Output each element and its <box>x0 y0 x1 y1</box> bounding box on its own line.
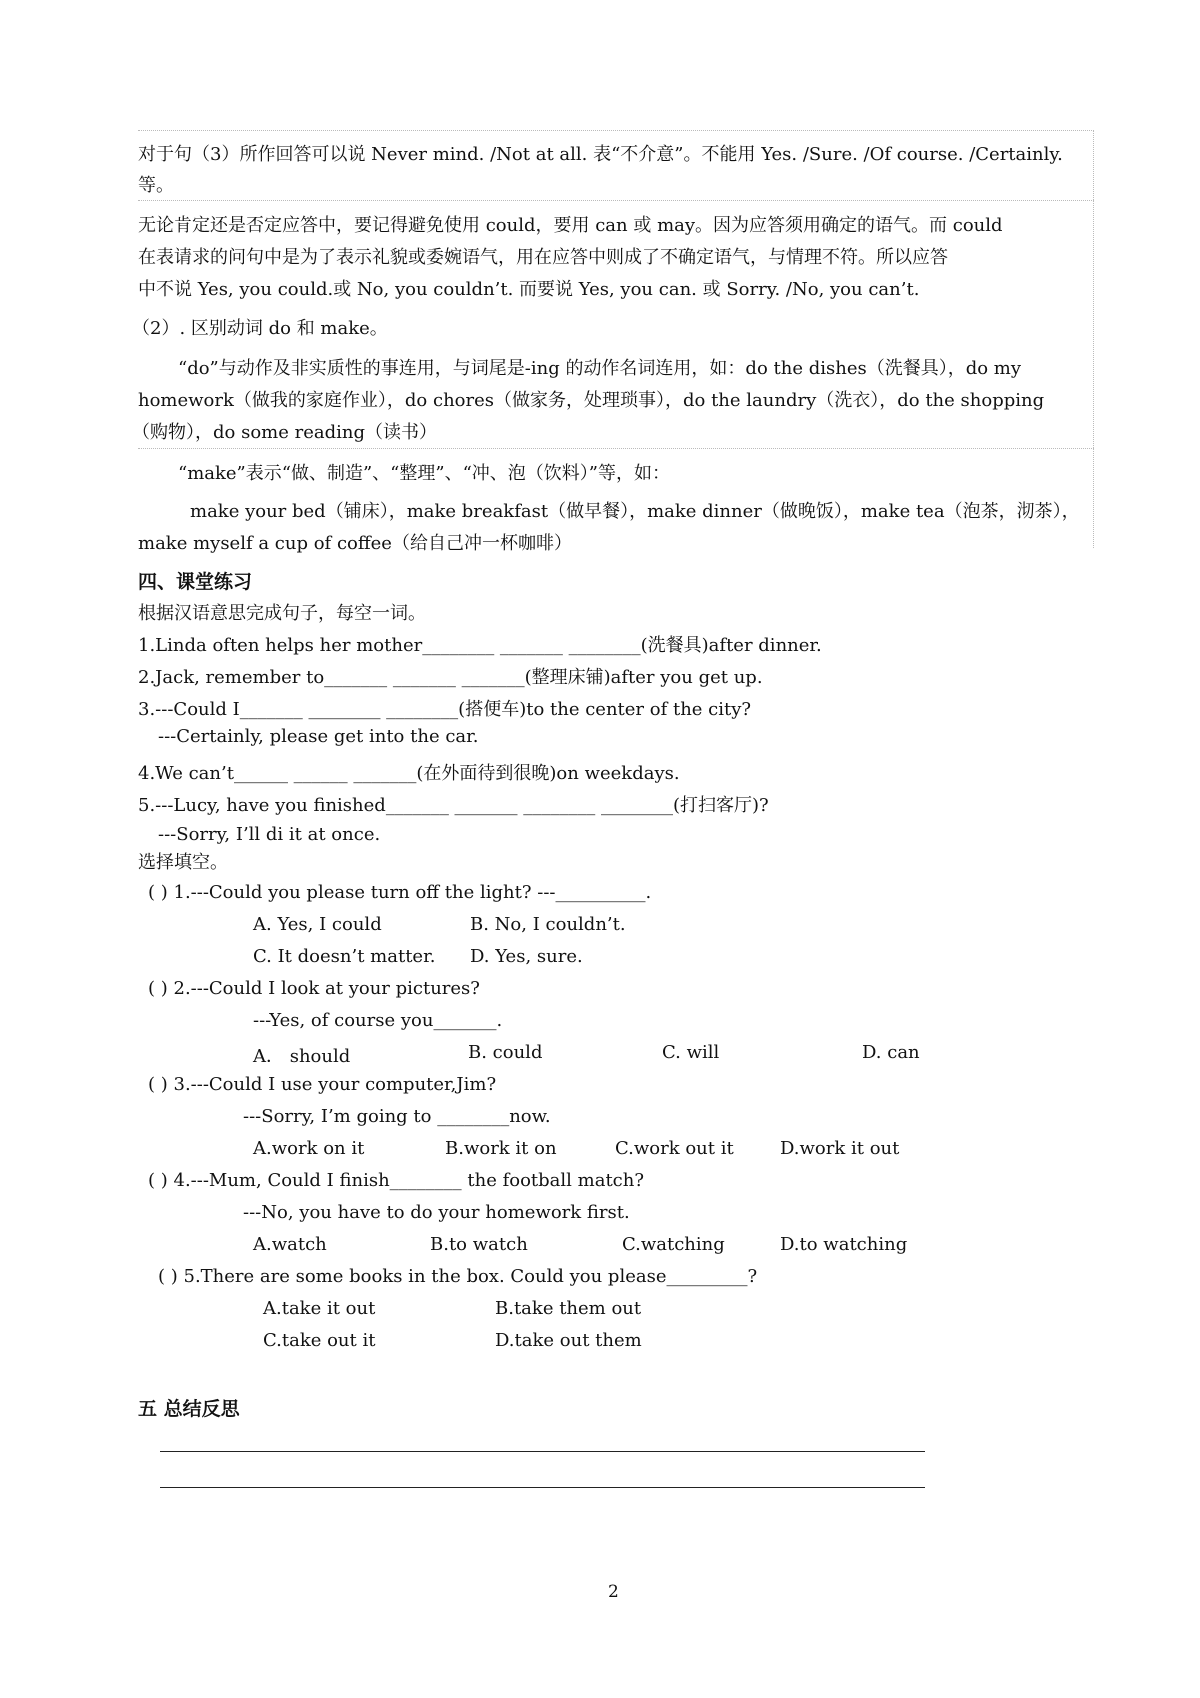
fill-item: 5.---Lucy, have you finished_______ _______ ________ ________(打扫客厅)? <box>138 795 769 816</box>
mc-question: ( ) 2.---Could I look at your pictures? <box>148 978 480 999</box>
dotted-rule <box>138 130 1094 131</box>
note-line: “do”与动作及非实质性的事连用，与词尾是-ing 的动作名词连用，如：do the dishes（洗餐具），do my <box>178 358 1022 379</box>
mc-option: B.work it on <box>445 1138 557 1159</box>
mc-option: D.work it out <box>780 1138 900 1159</box>
mc-option: A.work on it <box>253 1138 365 1159</box>
section-heading: 四、课堂练习 <box>138 571 253 593</box>
page-number: 2 <box>608 1582 619 1602</box>
mc-question-sub: ---Sorry, I’m going to ________now. <box>243 1106 551 1127</box>
mc-option: B. No, I couldn’t. <box>470 914 626 935</box>
mc-option: C. will <box>662 1042 720 1063</box>
note-line: 在表请求的问句中是为了表示礼貌或委婉语气，用在应答中则成了不确定语气，与情理不符。所以应答 <box>138 247 948 268</box>
mc-question: ( ) 4.---Mum, Could I finish________ the football match? <box>148 1170 645 1191</box>
dotted-rule <box>138 200 1094 201</box>
note-line: make your bed（铺床），make breakfast（做早餐），make dinner（做晚饭），make tea（泡茶，沏茶）， <box>190 501 1080 522</box>
subsection-title: （2）. 区别动词 do 和 make。 <box>132 318 388 339</box>
mc-option: A.take it out <box>263 1298 376 1319</box>
mc-option: A.watch <box>253 1234 327 1255</box>
mc-question: ( ) 1.---Could you please turn off the light? ---__________. <box>148 882 652 903</box>
fill-item: 4.We can’t______ ______ _______(在外面待到很晚)on weekdays. <box>138 763 680 784</box>
mc-option: D. can <box>862 1042 920 1063</box>
dotted-rule <box>138 448 1094 449</box>
mc-option: B.to watch <box>430 1234 528 1255</box>
note-line: 对于句（3）所作回答可以说 Never mind. /Not at all. 表“不介意”。不能用 Yes. /Sure. /Of course. /Certainly. <box>138 144 1063 165</box>
fill-item-reply: ---Certainly, please get into the car. <box>158 726 479 747</box>
mc-question-sub: ---No, you have to do your homework first. <box>243 1202 630 1223</box>
note-line: 等。 <box>138 175 174 196</box>
note-line: 无论肯定还是否定应答中，要记得避免使用 could，要用 can 或 may。因为应答须用确定的语气。而 could <box>138 215 1003 236</box>
note-line: “make”表示“做、制造”、“整理”、“冲、泡（饮料）”等，如： <box>178 463 670 484</box>
note-line: make myself a cup of coffee（给自己冲一杯咖啡） <box>138 533 572 554</box>
mc-option: C.watching <box>622 1234 725 1255</box>
instruction: 根据汉语意思完成句子，每空一词。 <box>138 603 426 624</box>
mc-option: C.work out it <box>615 1138 734 1159</box>
fill-item: 1.Linda often helps her mother________ _______ ________(洗餐具)after dinner. <box>138 635 822 656</box>
fill-item: 2.Jack, remember to_______ _______ _______(整理床铺)after you get up. <box>138 667 763 688</box>
mc-option: D.to watching <box>780 1234 908 1255</box>
dotted-rule-vertical <box>1093 130 1094 548</box>
mc-option: B. could <box>468 1042 543 1063</box>
section-heading: 五 总结反思 <box>138 1398 240 1420</box>
fill-item: 3.---Could I_______ ________ ________(搭便车)to the center of the city? <box>138 699 752 720</box>
note-line: 中不说 Yes, you could.或 No, you couldn’t. 而要说 Yes, you can. 或 Sorry. /No, you can’t. <box>138 279 920 300</box>
mc-question-sub: ---Yes, of course you_______. <box>253 1010 503 1031</box>
note-line: （购物），do some reading（读书） <box>132 422 437 443</box>
instruction: 选择填空。 <box>138 852 228 873</box>
mc-question: ( ) 3.---Could I use your computer,Jim? <box>148 1074 497 1095</box>
answer-line <box>160 1451 925 1452</box>
mc-option: B.take them out <box>495 1298 642 1319</box>
mc-question: ( ) 5.There are some books in the box. Could you please_________? <box>158 1266 758 1287</box>
answer-line <box>160 1487 925 1488</box>
mc-option: C.take out it <box>263 1330 376 1351</box>
mc-option: A． should <box>253 1046 351 1067</box>
mc-option: A. Yes, I could <box>253 914 382 935</box>
mc-option: D. Yes, sure. <box>470 946 583 967</box>
fill-item-reply: ---Sorry, I’ll di it at once. <box>158 824 381 845</box>
mc-option: C. It doesn’t matter. <box>253 946 436 967</box>
note-line: homework（做我的家庭作业），do chores（做家务，处理琐事），do the laundry（洗衣），do the shopping <box>138 390 1045 411</box>
mc-option: D.take out them <box>495 1330 642 1351</box>
